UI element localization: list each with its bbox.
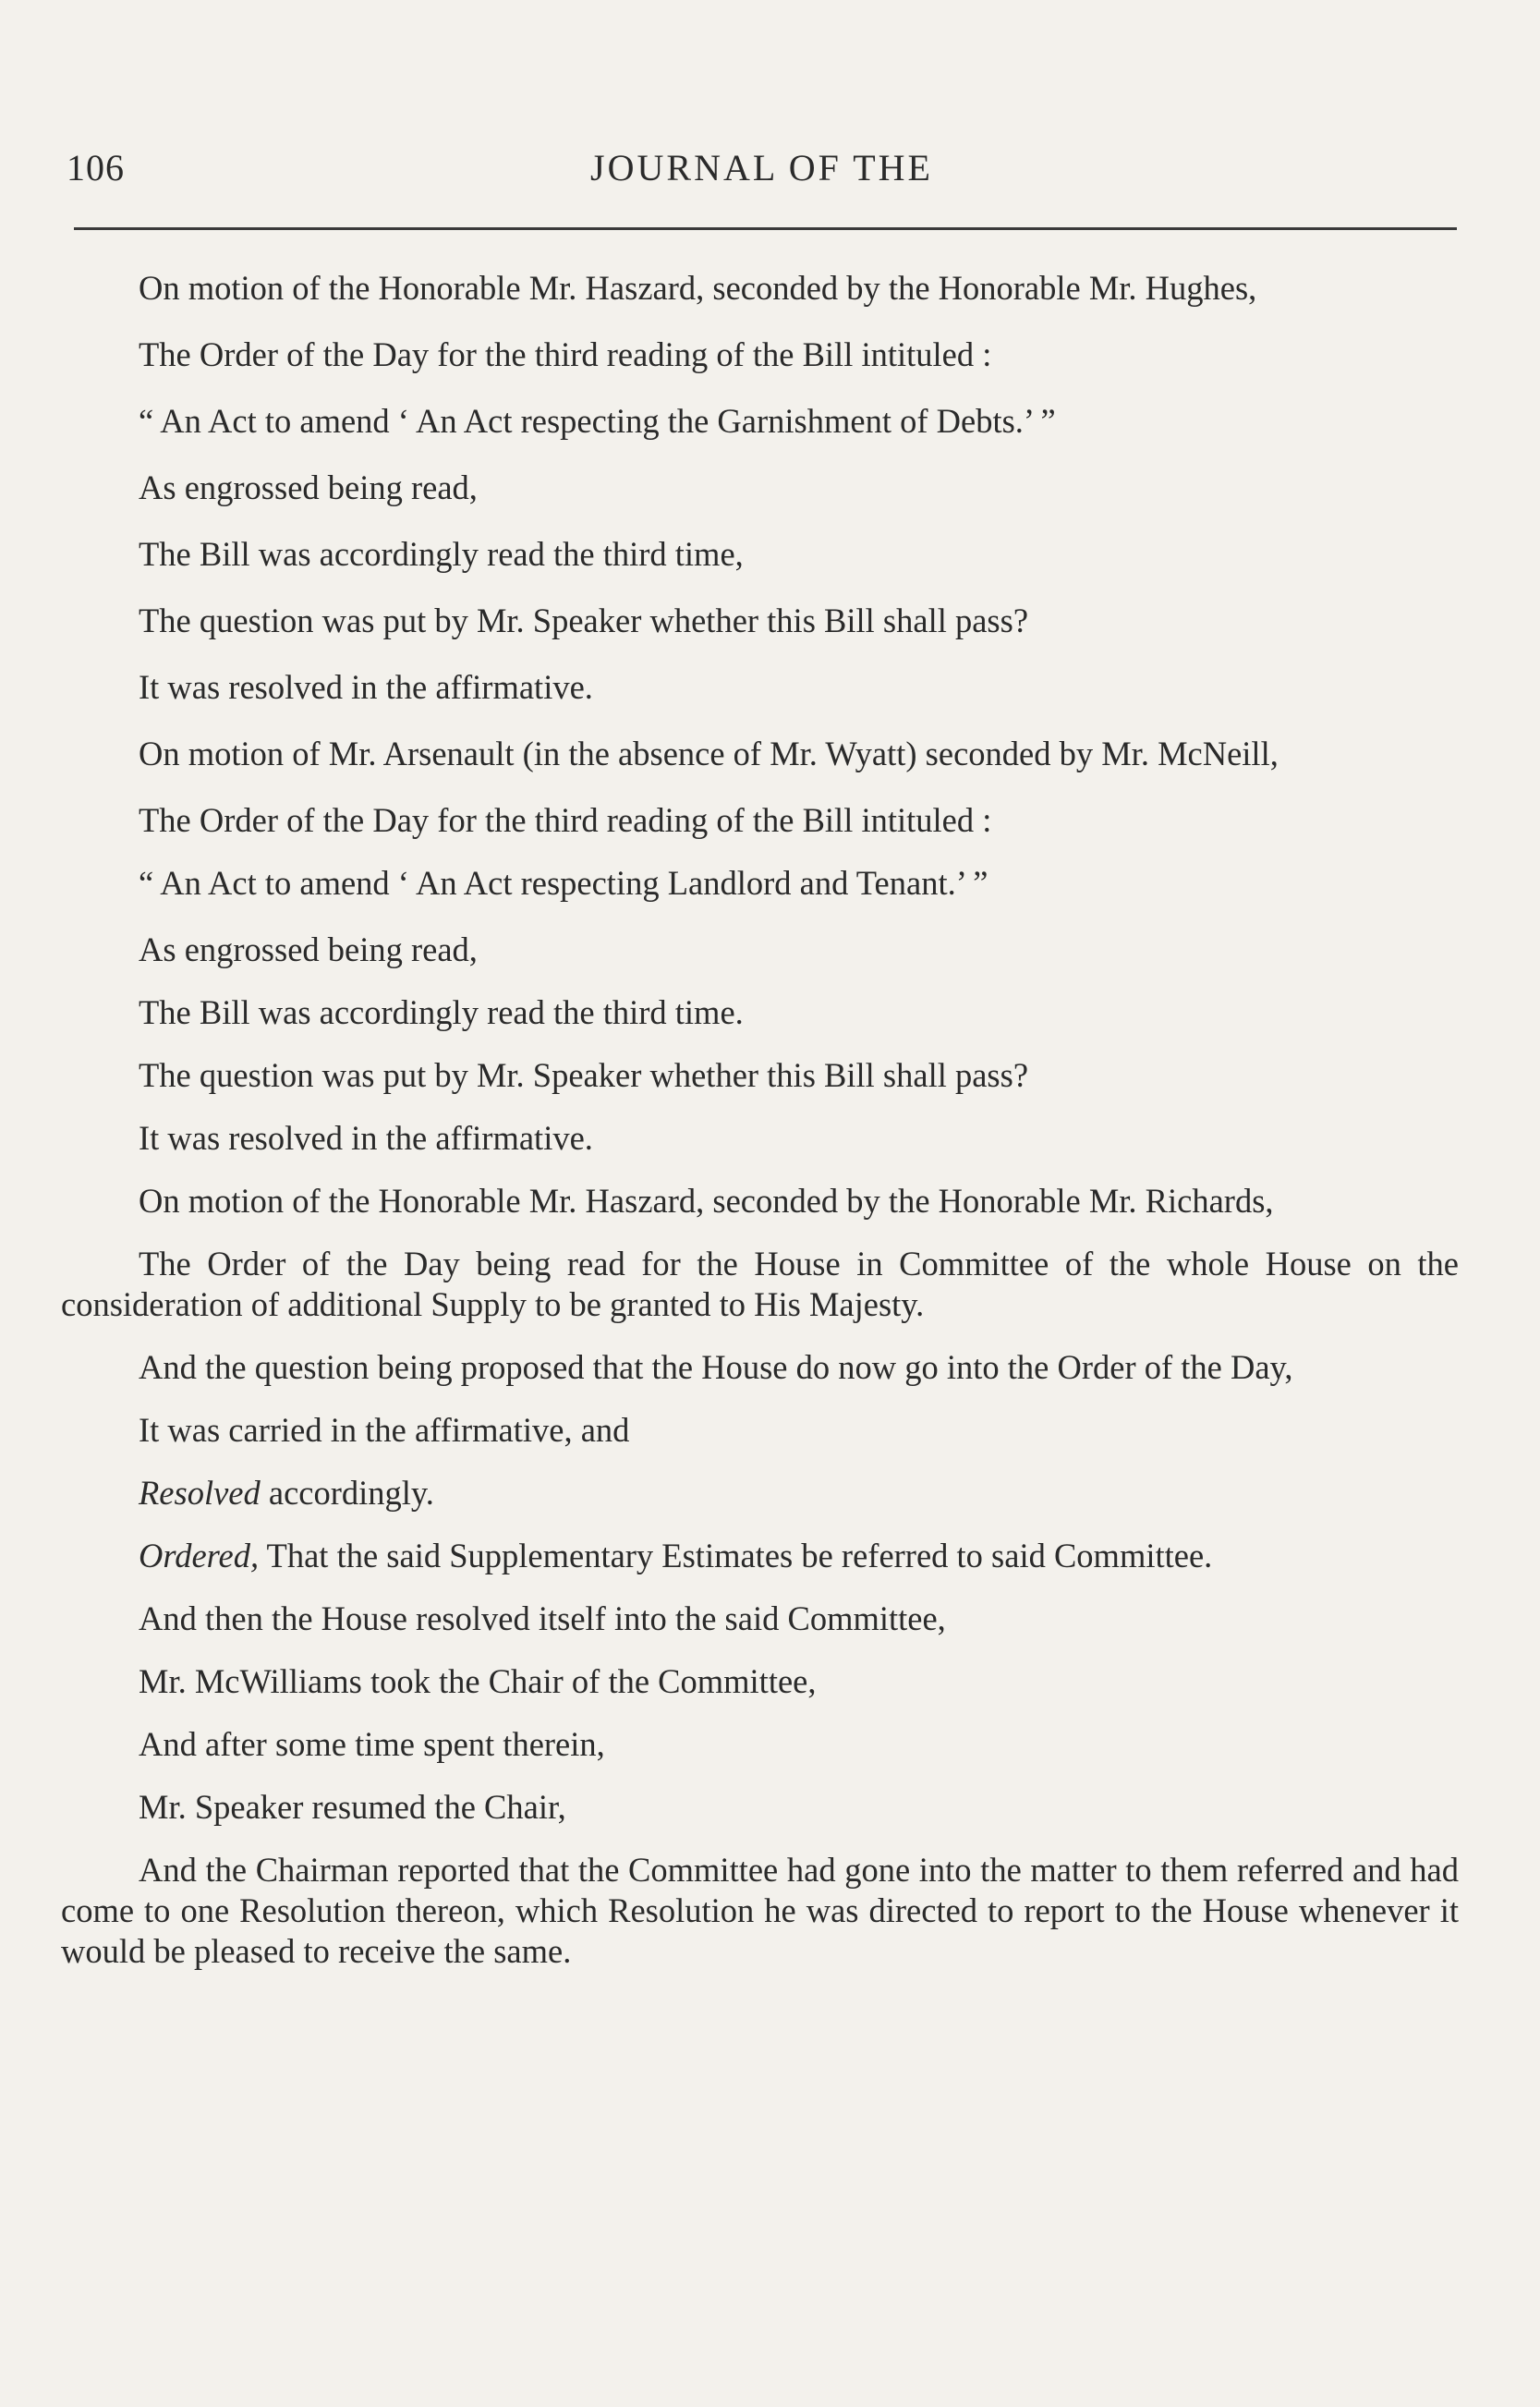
- paragraph: The Order of the Day for the third reading of the Bill intituled :: [139, 801, 992, 839]
- paragraph: The Order of the Day being read for the House in Committee of the whole House on the consideration of additional Supply to be granted to His Majesty.: [61, 1245, 1459, 1323]
- journal-title: JOURNAL OF THE: [590, 147, 933, 188]
- paragraph: Resolved accordingly.: [139, 1474, 434, 1512]
- paragraph: Mr. Speaker resumed the Chair,: [139, 1788, 566, 1826]
- running-head: [67, 146, 1457, 201]
- paragraph: It was resolved in the affirmative.: [139, 668, 593, 706]
- paragraph: The Bill was accordingly read the third time.: [139, 993, 744, 1031]
- paragraph: The question was put by Mr. Speaker whether this Bill shall pass?: [139, 602, 1029, 639]
- paragraph: As engrossed being read,: [139, 930, 478, 968]
- page-number: 106: [67, 147, 125, 188]
- paragraph: On motion of the Honorable Mr. Haszard, seconded by the Honorable Mr. Hughes,: [139, 269, 1257, 307]
- paragraph: And after some time spent therein,: [139, 1725, 605, 1763]
- header-rule: [74, 227, 1457, 230]
- bill-title: “ An Act to amend ‘ An Act respecting the Garnishment of Debts.’ ”: [139, 402, 1056, 440]
- paragraph: On motion of the Honorable Mr. Haszard, seconded by the Honorable Mr. Richards,: [139, 1182, 1274, 1220]
- paragraph: The Bill was accordingly read the third time,: [139, 535, 744, 573]
- paragraph: The Order of the Day for the third reading of the Bill intituled :: [139, 335, 992, 373]
- paragraph: Mr. McWilliams took the Chair of the Committee,: [139, 1662, 817, 1700]
- bill-title: “ An Act to amend ‘ An Act respecting Landlord and Tenant.’ ”: [139, 864, 988, 902]
- paragraph: As engrossed being read,: [139, 468, 478, 506]
- paragraph: And then the House resolved itself into the said Committee,: [139, 1599, 946, 1637]
- paragraph: The question was put by Mr. Speaker whether this Bill shall pass?: [139, 1056, 1029, 1094]
- paragraph: It was carried in the affirmative, and: [139, 1411, 630, 1449]
- paragraph: On motion of Mr. Arsenault (in the absence of Mr. Wyatt) seconded by Mr. McNeill,: [139, 735, 1279, 772]
- journal-body: [61, 268, 1459, 1994]
- paragraph: And the Chairman reported that the Committee had gone into the matter to them referred and had come to one Resolution thereon, which Resolution he was directed to report to the House whenever it would be pleased to receive the same.: [61, 1851, 1459, 1970]
- paragraph: And the question being proposed that the House do now go into the Order of the Day,: [139, 1348, 1293, 1386]
- paragraph: It was resolved in the affirmative.: [139, 1119, 593, 1157]
- paragraph: Ordered, That the said Supplementary Estimates be referred to said Committee.: [139, 1537, 1213, 1574]
